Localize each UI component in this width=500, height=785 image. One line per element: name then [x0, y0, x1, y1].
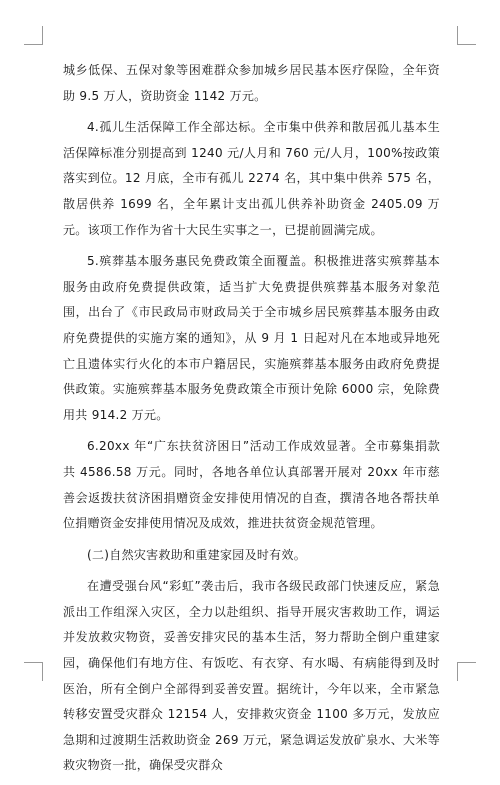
document-body — [63, 58, 440, 785]
paragraph-poverty-relief-day: 6.20xx 年“广东扶贫济困日”活动工作成效显著。全市募集捐款共 4586.58 万元。同时，各地各单位认真部署开展对 20xx 年市慈善会返拨扶贫济困捐赠资金安排使用情况的自查，撰清各地各帮扶单位捐赠资金安排使用情况及成效，推进扶贫资金规范管理。 — [63, 439, 440, 531]
section-heading-disaster-relief: (二)自然灾害救助和重建家园及时有效。 — [87, 547, 307, 562]
paragraph-orphan-support: 4.孤儿生活保障工作全部达标。全市集中供养和散居孤儿基本生活保障标准分别提高到 1240 元/人月和 760 元/人月，100%按政策落实到位。12 月底，全市有孤儿 2274 名，其中集中供养 575 名，散居供养 1699 名，全年累计支出孤儿供养补助资金 2405.09 万元。该项工作作为省十大民生实事之一，已提前圆满完成。 — [63, 120, 440, 237]
crop-mark-top-left — [24, 26, 43, 45]
paragraph-funeral-services: 5.殡葬基本服务惠民免费政策全面覆盖。积极推进落实殡葬基本服务由政府免费提供政策，适当扩大免费提供殡葬基本服务对象范围，出台了《市民政局市财政局关于全市城乡居民殡葬基本服务由政府免费提供的实施方案的通知》，从 9 月 1 日起对凡在本地或异地死亡且遗体实行火化的本市户籍居民，实施殡葬基本服务由政府免费提供政策。实施殡葬基本服务免费政策全市预计免除 6000 宗，免除费用共 914.2 万元。 — [63, 254, 440, 422]
crop-mark-bottom-right — [457, 662, 476, 681]
paragraph-typhoon-relief: 在遭受强台风“彩虹”袭击后，我市各级民政部门快速反应，紧急派出工作组深入灾区，全力以赴组织、指导开展灾害救助工作，调运并发放救灾物资，妥善安排灾民的基本生活，努力帮助全倒户重建家园，确保他们有地方住、有饭吃、有衣穿、有水喝、有病能得到及时医治，所有全倒户全部得到妥善安置。据统计，今年以来，全市紧急转移安置受灾群众 12154 人，安排救灾资金 1100 多万元，发放应急期和过渡期生活救助资金 269 万元，紧急调运发放矿泉水、大米等救灾物资一批，确保受灾群众 — [63, 579, 440, 773]
paragraph-continuation: 城乡低保、五保对象等困难群众参加城乡居民基本医疗保险，全年资助 9.5 万人，资助资金 1142 万元。 — [63, 63, 440, 103]
crop-mark-bottom-left — [24, 662, 43, 681]
crop-mark-top-right — [457, 26, 476, 45]
